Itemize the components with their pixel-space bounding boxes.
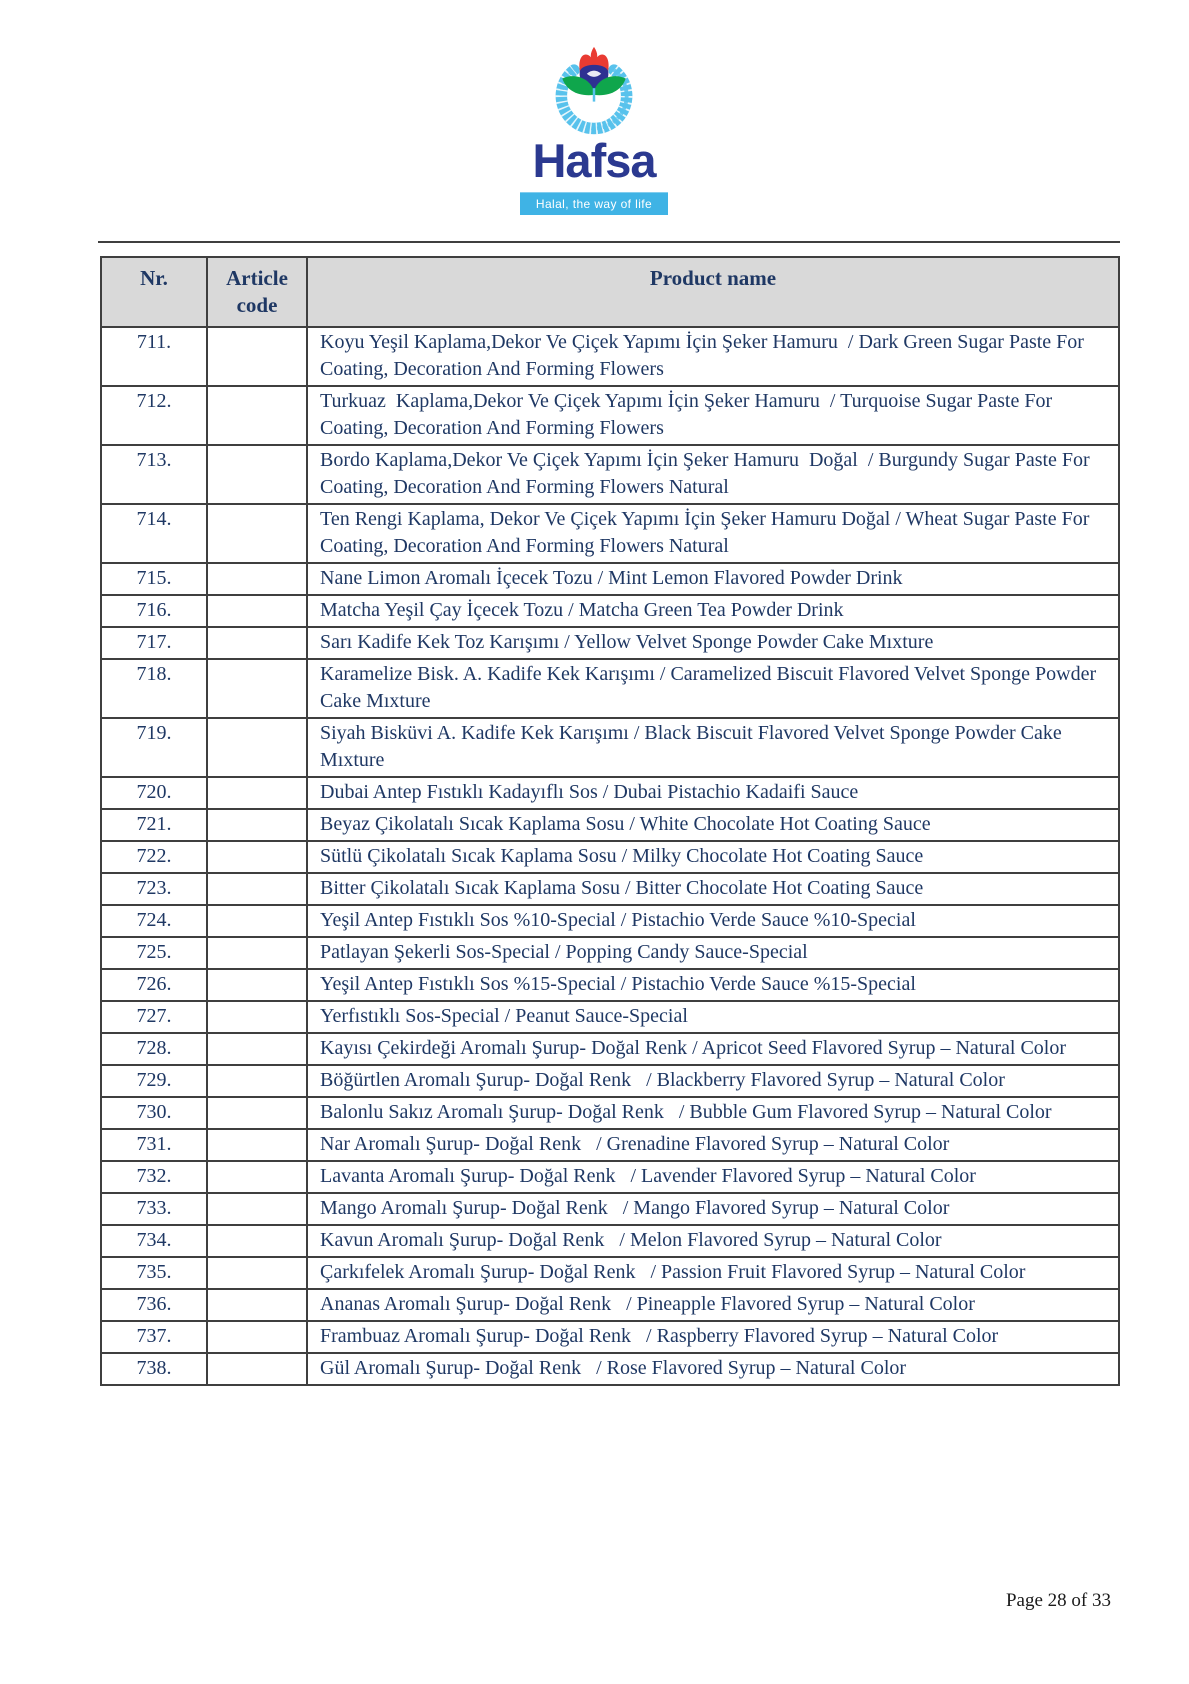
- product-name-cell: Patlayan Şekerli Sos-Special / Popping Candy Sauce-Special: [307, 937, 1119, 969]
- row-number-cell: 721.: [101, 809, 207, 841]
- row-number-cell: 718.: [101, 659, 207, 718]
- table-header-row: [101, 257, 1119, 327]
- article-code-cell: [207, 1065, 307, 1097]
- table-row: [101, 905, 1119, 937]
- table-row: [101, 1129, 1119, 1161]
- product-name-cell: Yerfıstıklı Sos-Special / Peanut Sauce-Special: [307, 1001, 1119, 1033]
- logo-emblem-icon: [544, 44, 644, 140]
- table-top-rule: [98, 241, 1120, 243]
- row-number-cell: 725.: [101, 937, 207, 969]
- product-name-cell: Nane Limon Aromalı İçecek Tozu / Mint Lemon Flavored Powder Drink: [307, 563, 1119, 595]
- hafsa-logo: [518, 44, 670, 215]
- article-code-cell: [207, 386, 307, 445]
- row-number-cell: 726.: [101, 969, 207, 1001]
- table-row: [101, 1161, 1119, 1193]
- article-code-cell: [207, 563, 307, 595]
- article-code-cell: [207, 969, 307, 1001]
- article-code-cell: [207, 937, 307, 969]
- article-code-cell: [207, 1161, 307, 1193]
- table-row: [101, 841, 1119, 873]
- article-code-cell: [207, 777, 307, 809]
- table-row: [101, 386, 1119, 445]
- table-row: [101, 1257, 1119, 1289]
- logo-tagline: Halal, the way of life: [535, 196, 653, 211]
- article-code-cell: [207, 595, 307, 627]
- row-number-cell: 731.: [101, 1129, 207, 1161]
- row-number-cell: 712.: [101, 386, 207, 445]
- product-name-cell: Kayısı Çekirdeği Aromalı Şurup- Doğal Renk / Apricot Seed Flavored Syrup – Natural Color: [307, 1033, 1119, 1065]
- table-row: [101, 445, 1119, 504]
- article-code-cell: [207, 445, 307, 504]
- table-body: [101, 327, 1119, 1385]
- row-number-cell: 717.: [101, 627, 207, 659]
- page-number: Page 28 of 33: [1005, 1590, 1111, 1611]
- table-row: [101, 937, 1119, 969]
- table-row: [101, 1001, 1119, 1033]
- table-row: [101, 1225, 1119, 1257]
- table-row: [101, 1289, 1119, 1321]
- row-number-cell: 730.: [101, 1097, 207, 1129]
- product-name-cell: Kavun Aromalı Şurup- Doğal Renk / Melon Flavored Syrup – Natural Color: [307, 1225, 1119, 1257]
- product-name-cell: Siyah Bisküvi A. Kadife Kek Karışımı / Black Biscuit Flavored Velvet Sponge Powder Cake Mıxture: [307, 718, 1119, 777]
- product-name-cell: Lavanta Aromalı Şurup- Doğal Renk / Lavender Flavored Syrup – Natural Color: [307, 1161, 1119, 1193]
- product-name-cell: Dubai Antep Fıstıklı Kadayıflı Sos / Dubai Pistachio Kadaifi Sauce: [307, 777, 1119, 809]
- article-code-cell: [207, 718, 307, 777]
- table-row: [101, 563, 1119, 595]
- product-name-cell: Sütlü Çikolatalı Sıcak Kaplama Sosu / Milky Chocolate Hot Coating Sauce: [307, 841, 1119, 873]
- table-row: [101, 809, 1119, 841]
- row-number-cell: 728.: [101, 1033, 207, 1065]
- row-number-cell: 719.: [101, 718, 207, 777]
- products-table: [100, 256, 1120, 1386]
- table-row: [101, 777, 1119, 809]
- article-code-cell: [207, 809, 307, 841]
- product-name-cell: Ananas Aromalı Şurup- Doğal Renk / Pineapple Flavored Syrup – Natural Color: [307, 1289, 1119, 1321]
- product-name-cell: Matcha Yeşil Çay İçecek Tozu / Matcha Green Tea Powder Drink: [307, 595, 1119, 627]
- table-row: [101, 327, 1119, 386]
- article-code-cell: [207, 905, 307, 937]
- article-code-cell: [207, 1033, 307, 1065]
- product-name-cell: Balonlu Sakız Aromalı Şurup- Doğal Renk / Bubble Gum Flavored Syrup – Natural Color: [307, 1097, 1119, 1129]
- article-code-cell: [207, 1129, 307, 1161]
- row-number-cell: 732.: [101, 1161, 207, 1193]
- row-number-cell: 713.: [101, 445, 207, 504]
- table-row: [101, 873, 1119, 905]
- table-header-nr: Nr.: [101, 257, 207, 327]
- row-number-cell: 716.: [101, 595, 207, 627]
- table-row: [101, 1033, 1119, 1065]
- table-row: [101, 1193, 1119, 1225]
- article-code-cell: [207, 873, 307, 905]
- brand-name: Hafsa: [532, 134, 656, 187]
- product-name-cell: Ten Rengi Kaplama, Dekor Ve Çiçek Yapımı İçin Şeker Hamuru Doğal / Wheat Sugar Paste For Coating, Decoration And Forming Flowers Natural: [307, 504, 1119, 563]
- table-row: [101, 1065, 1119, 1097]
- table-row: [101, 718, 1119, 777]
- product-name-cell: Böğürtlen Aromalı Şurup- Doğal Renk / Blackberry Flavored Syrup – Natural Color: [307, 1065, 1119, 1097]
- product-name-cell: Yeşil Antep Fıstıklı Sos %10-Special / Pistachio Verde Sauce %10-Special: [307, 905, 1119, 937]
- product-name-cell: Mango Aromalı Şurup- Doğal Renk / Mango Flavored Syrup – Natural Color: [307, 1193, 1119, 1225]
- row-number-cell: 722.: [101, 841, 207, 873]
- row-number-cell: 734.: [101, 1225, 207, 1257]
- product-name-cell: Frambuaz Aromalı Şurup- Doğal Renk / Raspberry Flavored Syrup – Natural Color: [307, 1321, 1119, 1353]
- table-header-article-code: Article code: [207, 257, 307, 327]
- product-name-cell: Bordo Kaplama,Dekor Ve Çiçek Yapımı İçin Şeker Hamuru Doğal / Burgundy Sugar Paste For Coating, Decoration And Forming Flowers Natural: [307, 445, 1119, 504]
- row-number-cell: 715.: [101, 563, 207, 595]
- table-row: [101, 504, 1119, 563]
- article-code-cell: [207, 1097, 307, 1129]
- article-code-cell: [207, 627, 307, 659]
- row-number-cell: 727.: [101, 1001, 207, 1033]
- table-row: [101, 627, 1119, 659]
- article-code-cell: [207, 841, 307, 873]
- article-code-cell: [207, 1257, 307, 1289]
- product-name-cell: Karamelize Bisk. A. Kadife Kek Karışımı / Caramelized Biscuit Flavored Velvet Sponge Powder Cake Mıxture: [307, 659, 1119, 718]
- row-number-cell: 735.: [101, 1257, 207, 1289]
- row-number-cell: 729.: [101, 1065, 207, 1097]
- row-number-cell: 711.: [101, 327, 207, 386]
- row-number-cell: 714.: [101, 504, 207, 563]
- product-name-cell: Beyaz Çikolatalı Sıcak Kaplama Sosu / White Chocolate Hot Coating Sauce: [307, 809, 1119, 841]
- row-number-cell: 736.: [101, 1289, 207, 1321]
- article-code-cell: [207, 1193, 307, 1225]
- product-name-cell: Yeşil Antep Fıstıklı Sos %15-Special / Pistachio Verde Sauce %15-Special: [307, 969, 1119, 1001]
- product-name-cell: Turkuaz Kaplama,Dekor Ve Çiçek Yapımı İçin Şeker Hamuru / Turquoise Sugar Paste For Coating, Decoration And Forming Flowers: [307, 386, 1119, 445]
- article-code-cell: [207, 1353, 307, 1385]
- product-name-cell: Koyu Yeşil Kaplama,Dekor Ve Çiçek Yapımı İçin Şeker Hamuru / Dark Green Sugar Paste For Coating, Decoration And Forming Flowers: [307, 327, 1119, 386]
- row-number-cell: 720.: [101, 777, 207, 809]
- table-row: [101, 1353, 1119, 1385]
- article-code-cell: [207, 1321, 307, 1353]
- table-row: [101, 1321, 1119, 1353]
- product-name-cell: Sarı Kadife Kek Toz Karışımı / Yellow Velvet Sponge Powder Cake Mıxture: [307, 627, 1119, 659]
- row-number-cell: 738.: [101, 1353, 207, 1385]
- table-header-product-name: Product name: [307, 257, 1119, 327]
- table-row: [101, 1097, 1119, 1129]
- product-name-cell: Gül Aromalı Şurup- Doğal Renk / Rose Flavored Syrup – Natural Color: [307, 1353, 1119, 1385]
- product-name-cell: Nar Aromalı Şurup- Doğal Renk / Grenadine Flavored Syrup – Natural Color: [307, 1129, 1119, 1161]
- row-number-cell: 733.: [101, 1193, 207, 1225]
- article-code-cell: [207, 327, 307, 386]
- product-name-cell: Çarkıfelek Aromalı Şurup- Doğal Renk / Passion Fruit Flavored Syrup – Natural Color: [307, 1257, 1119, 1289]
- table-row: [101, 969, 1119, 1001]
- article-code-cell: [207, 1289, 307, 1321]
- article-code-cell: [207, 504, 307, 563]
- article-code-cell: [207, 1225, 307, 1257]
- table-row: [101, 595, 1119, 627]
- article-code-cell: [207, 659, 307, 718]
- table-row: [101, 659, 1119, 718]
- product-name-cell: Bitter Çikolatalı Sıcak Kaplama Sosu / Bitter Chocolate Hot Coating Sauce: [307, 873, 1119, 905]
- row-number-cell: 724.: [101, 905, 207, 937]
- row-number-cell: 723.: [101, 873, 207, 905]
- article-code-cell: [207, 1001, 307, 1033]
- row-number-cell: 737.: [101, 1321, 207, 1353]
- logo-ribbon: [520, 192, 668, 215]
